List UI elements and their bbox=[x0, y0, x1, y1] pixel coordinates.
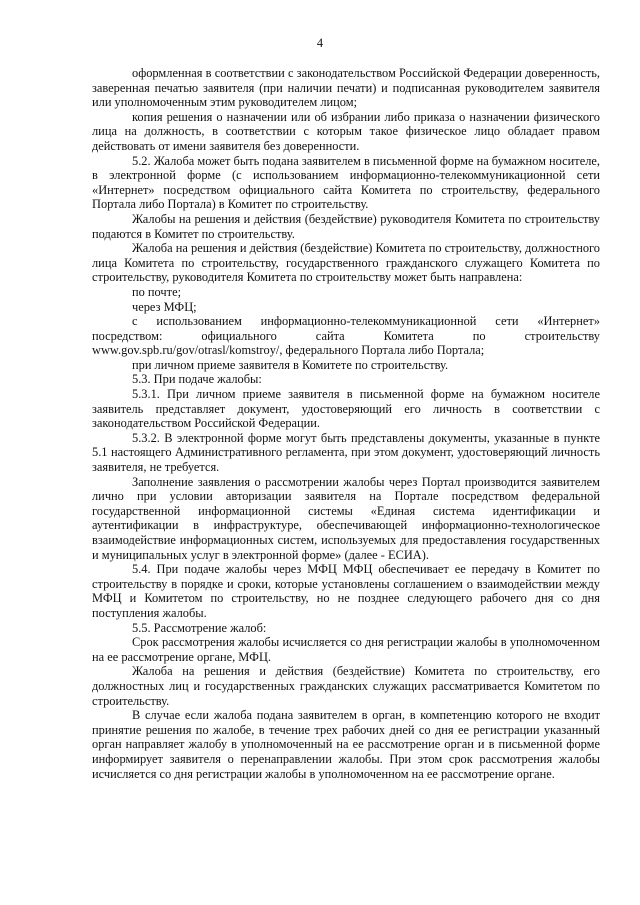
paragraph: через МФЦ; bbox=[132, 299, 197, 314]
paragraph: Срок рассмотрения жалобы исчисляется со дня регистрации жалобы в уполномоченном на ее рассмотрение органе, МФЦ. bbox=[92, 635, 600, 664]
page-number: 4 bbox=[316, 36, 324, 50]
paragraph: копия решения о назначении или об избрании либо приказа о назначении физического лица на должность, в соответствии с которым такое физическое лицо обладает правом действовать от имени заявителя без доверенности. bbox=[92, 109, 600, 153]
paragraph: оформленная в соответствии с законодательством Российской Федерации доверенность, заверенная печатью заявителя (при наличии печати) и подписанная руководителем заявителя или уполномоченным этим руководителем лицом; bbox=[92, 66, 600, 110]
paragraph: В случае если жалоба подана заявителем в орган, в компетенцию которого не входит принятие решения по жалобе, в течение трех рабочих дней со дня ее регистрации указанный орган направляет жалобу в уполномоченный на ее рассмотрение орган и в письменной форме информирует заявителя о перенаправлении жалобы. При этом срок рассмотрения жалобы исчисляется со дня регистрации жалобы в уполномоченном на ее рассмотрение органе. bbox=[92, 708, 600, 781]
paragraph: Заполнение заявления о рассмотрении жалобы через Портал производится заявителем лично при условии авторизации заявителя на Портале посредством федеральной государственной информационной системы «Единая система идентификации и аутентификации в инфраструктуре, обеспечивающей информационно-технологическое взаимодействие информационных систем, используемых для предоставления государственных и муниципальных услуг в электронной форме» (далее - ЕСИА). bbox=[92, 474, 600, 562]
paragraph: Жалобы на решения и действия (бездействие) руководителя Комитета по строительству подаются в Комитет по строительству. bbox=[92, 211, 600, 241]
paragraph: 5.3.1. При личном приеме заявителя в письменной форме на бумажном носителе заявитель представляет документ, удостоверяющий его личность в соответствии с законодательством Российской Федерации. bbox=[92, 387, 600, 431]
paragraph: с использованием информационно-телекоммуникационной сети «Интернет» посредством: официального сайта Комитета по строительству www.gov.spb.ru/gov/otrasl/komstroy/, федерального Портала либо Портала; bbox=[92, 314, 600, 358]
paragraph: 5.3. При подаче жалобы: bbox=[132, 372, 262, 387]
document-body bbox=[92, 66, 600, 781]
paragraph: Жалоба на решения и действия (бездействие) Комитета по строительству, должностного лица Комитета по строительству, государственного гражданского служащего Комитета по строительству, руководителя Комитета по строительству может быть направлена: bbox=[92, 241, 600, 285]
paragraph: по почте; bbox=[132, 284, 182, 299]
paragraph: 5.2. Жалоба может быть подана заявителем в письменной форме на бумажном носителе, в электронной форме (с использованием информационно-телекоммуникационной сети «Интернет» посредством официального сайта Комитета по строительству, федерального Портала либо Портала) в Комитет по строительству. bbox=[92, 153, 600, 212]
paragraph: 5.4. При подаче жалобы через МФЦ МФЦ обеспечивает ее передачу в Комитет по строительству в порядке и сроки, которые установлены соглашением о взаимодействии между МФЦ и Комитетом по строительству, но не позднее следующего рабочего дня со дня поступления жалобы. bbox=[92, 562, 600, 620]
paragraph: 5.5. Рассмотрение жалоб: bbox=[132, 620, 267, 635]
paragraph: 5.3.2. В электронной форме могут быть представлены документы, указанные в пункте 5.1 настоящего Административного регламента, при этом документ, удостоверяющий личность заявителя, не требуется. bbox=[92, 430, 600, 475]
paragraph: при личном приеме заявителя в Комитете по строительству. bbox=[132, 357, 449, 372]
paragraph: Жалоба на решения и действия (бездействие) Комитета по строительству, его должностных лиц и государственных гражданских служащих рассматривается Комитетом по строительству. bbox=[92, 664, 600, 708]
